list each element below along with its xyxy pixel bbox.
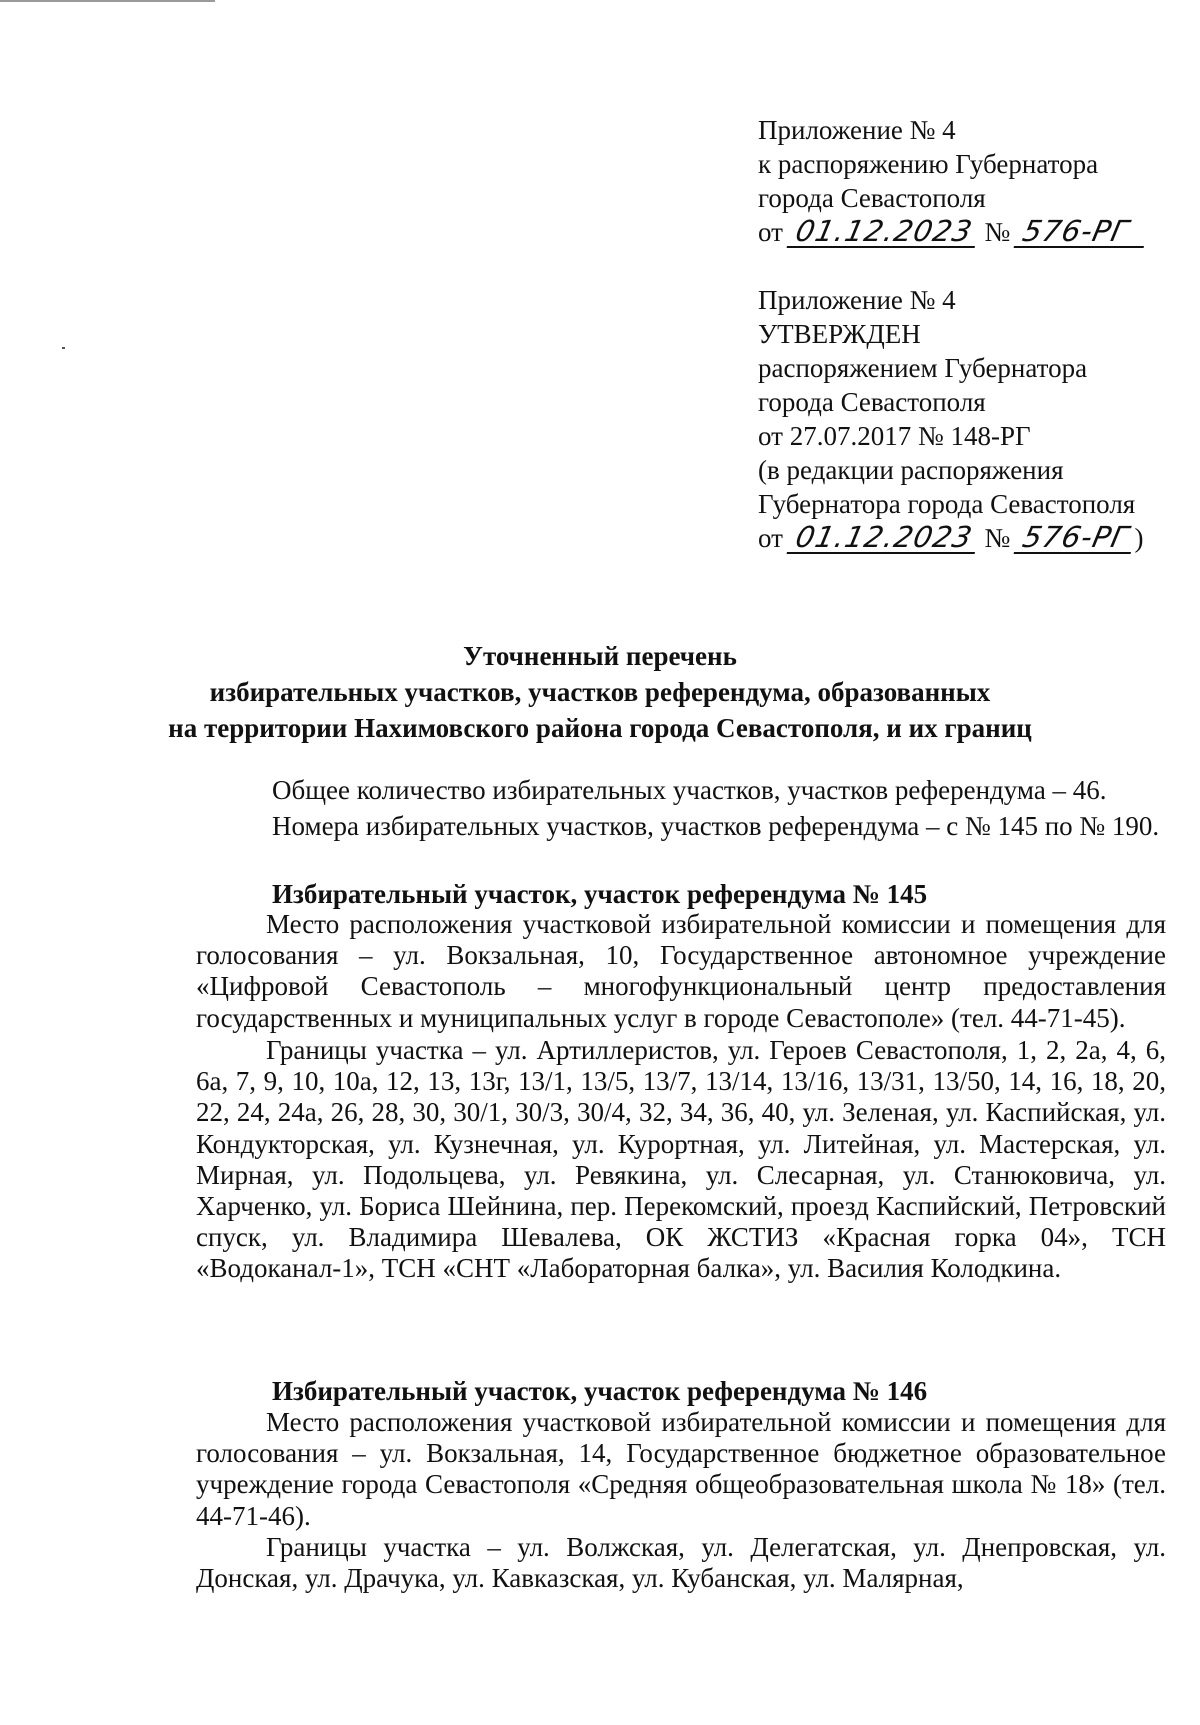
appendix-city: города Севастополя <box>758 183 986 213</box>
close-paren: ) <box>1134 523 1144 553</box>
appendix-label: Приложение № 4 <box>758 285 956 315</box>
section-146-boundaries: Границы участка – ул. Волжская, ул. Делегатская, ул. Днепровская, ул. Донская, ул. Драчука, ул. Кавказская, ул. Кубанская, ул. Малярная, <box>196 1532 1166 1594</box>
section-145-location: Место расположения участковой избирательной комиссии и помещения для голосования – ул. Вокзальная, 10, Государственное автономное учреждение «Цифровой Севастополь – многофункциональный центр предоставления государственных и муниципальных услуг в городе Севастополе» (тел. 44-71-45). <box>196 909 1166 1033</box>
handwritten-number: 576-РГ <box>1014 522 1138 554</box>
handwritten-date: 01.12.2023 <box>786 522 981 554</box>
section-heading-146: Избирательный участок, участок референдума № 146 <box>272 1376 928 1406</box>
number-label: № <box>984 523 1011 553</box>
section-heading-145: Избирательный участок, участок референдума № 145 <box>272 879 928 909</box>
appendix-label: Приложение № 4 <box>758 115 956 145</box>
from-label: от <box>758 217 783 247</box>
approved-label: УТВЕРЖДЕН <box>758 319 921 349</box>
title-line-2: избирательных участков, участков референдума, образованных <box>209 677 991 707</box>
handwritten-number: 576-РГ <box>1014 216 1151 248</box>
original-order-ref: от 27.07.2017 № 148-РГ <box>758 421 1031 451</box>
total-count-text: Общее количество избирательных участков, участков референдума – 46. <box>272 775 1107 805</box>
summary-block <box>272 772 1159 844</box>
appendix-header-approved <box>758 283 1178 555</box>
approved-by: распоряжением Губернатора <box>758 353 1088 383</box>
scan-edge-line <box>0 0 215 2</box>
title-line-3: на территории Нахимовского района города Севастополя, и их границ <box>168 713 1032 743</box>
scan-speck <box>62 347 65 349</box>
appendix-order-ref: к распоряжению Губернатора <box>758 149 1099 179</box>
numbers-range-text: Номера избирательных участков, участков референдума – с № 145 по № 190. <box>272 811 1160 841</box>
section-146-location: Место расположения участковой избирательной комиссии и помещения для голосования – ул. Вокзальная, 14, Государственное бюджетное образовательное учреждение города Севастополя «Средняя общеобразовательная школа № 18» (тел. 44-71-46). <box>196 1407 1166 1531</box>
title-line-1: Уточненный перечень <box>463 641 737 671</box>
approved-city: города Севастополя <box>758 387 986 417</box>
handwritten-date: 01.12.2023 <box>786 216 981 248</box>
appendix-date-line <box>758 215 1178 249</box>
number-label: № <box>984 217 1011 247</box>
appendix-date-line <box>758 521 1178 555</box>
document-title <box>0 638 1200 746</box>
section-145-boundaries: Границы участка – ул. Артиллеристов, ул. Героев Севастополя, 1, 2, 2а, 4, 6, 6а, 7, 9, 10, 10а, 12, 13, 13г, 13/1, 13/5, 13/7, 13/14, 13/16, 13/31, 13/50, 14, 16, 18, 20, 22, 24, 24а, 26, 28, 30, 30/1, 30/3, 30/4, 32, 34, 36, 40, ул. Зеленая, ул. Каспийская, ул. Кондукторская, ул. Кузнечная, ул. Курортная, ул. Литейная, ул. Мастерская, ул. Мирная, ул. Подольцева, ул. Ревякина, ул. Слесарная, ул. Станюковича, ул. Харченко, ул. Бориса Шейнина, пер. Перекомский, проезд Каспийский, Петровский спуск, ул. Владимира Шевалева, ОК ЖСТИЗ «Красная горка 04», ТСН «Водоканал-1», ТСН «СНТ «Лабораторная балка», ул. Василия Колодкина. <box>196 1035 1166 1284</box>
edition-note-2: Губернатора города Севастополя <box>758 489 1136 519</box>
edition-note: (в редакции распоряжения <box>758 455 1064 485</box>
from-label: от <box>758 523 783 553</box>
appendix-header-current <box>758 113 1178 249</box>
